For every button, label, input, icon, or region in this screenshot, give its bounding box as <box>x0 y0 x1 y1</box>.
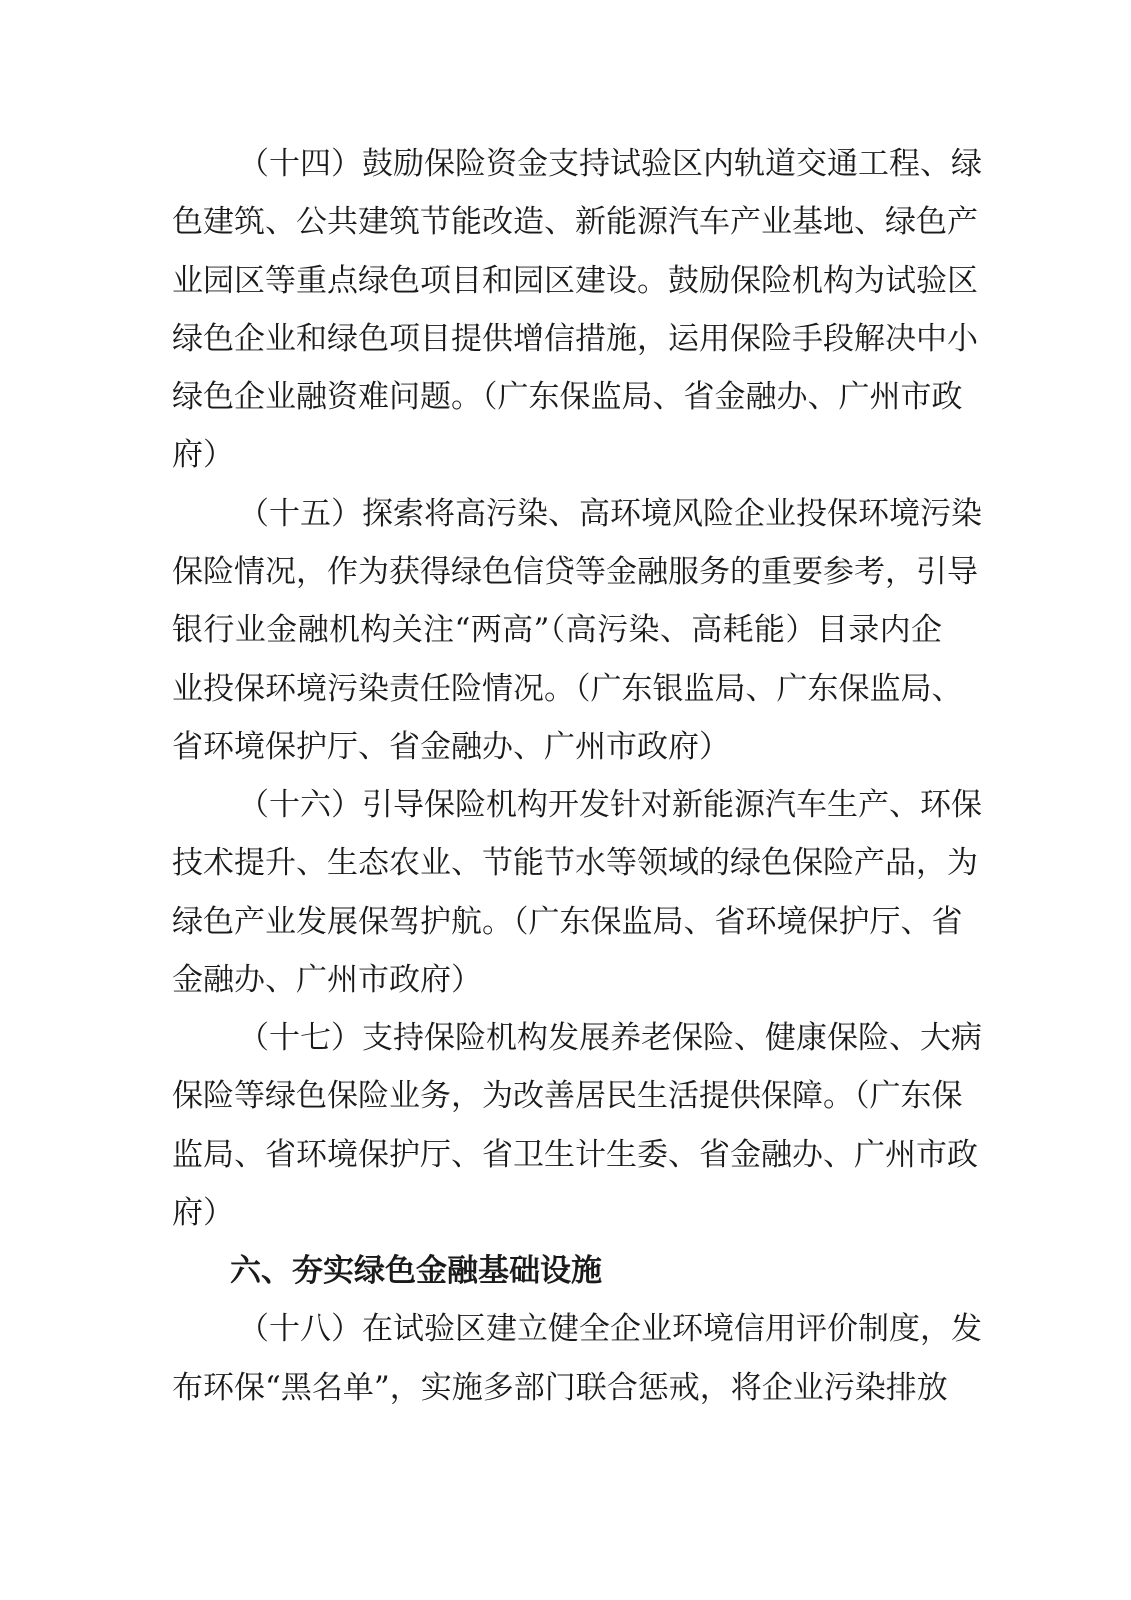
paragraph-15-line-2: 保险情况，作为获得绿色信贷等金融服务的重要参考，引导 <box>172 554 978 590</box>
paragraph-14-line-4: 绿色企业和绿色项目提供增信措施，运用保险手段解决中小 <box>172 321 978 357</box>
paragraph-17-line-3: 监局、省环境保护厅、省卫生计生委、省金融办、广州市政 <box>172 1137 978 1173</box>
paragraph-18-line-2: 布环保“黑名单”，实施多部门联合惩戒，将企业污染排放 <box>172 1370 948 1406</box>
paragraph-14-line-6: 府） <box>172 437 234 473</box>
paragraph-15-line-3: 银行业金融机构关注“两高”（高污染、高耗能）目录内企 <box>172 612 942 648</box>
paragraph-15-line-5: 省环境保护厅、省金融办、广州市政府） <box>172 729 730 765</box>
paragraph-16-line-2: 技术提升、生态农业、节能节水等领域的绿色保险产品，为 <box>172 845 978 881</box>
paragraph-16-line-4: 金融办、广州市政府） <box>172 962 482 998</box>
paragraph-15-line-1: （十五）探索将高污染、高环境风险企业投保环境污染 <box>238 496 982 532</box>
section-heading: 六、夯实绿色金融基础设施 <box>230 1253 602 1289</box>
paragraph-14-line-3: 业园区等重点绿色项目和园区建设。鼓励保险机构为试验区 <box>172 263 978 299</box>
paragraph-17-line-1: （十七）支持保险机构发展养老保险、健康保险、大病 <box>238 1020 982 1056</box>
paragraph-17-line-2: 保险等绿色保险业务，为改善居民生活提供保障。（广东保 <box>172 1078 963 1114</box>
paragraph-18-line-1: （十八）在试验区建立健全企业环境信用评价制度，发 <box>238 1311 982 1347</box>
paragraph-14-line-1: （十四）鼓励保险资金支持试验区内轨道交通工程、绿 <box>238 146 982 182</box>
paragraph-14-line-2: 色建筑、公共建筑节能改造、新能源汽车产业基地、绿色产 <box>172 204 978 240</box>
paragraph-16-line-1: （十六）引导保险机构开发针对新能源汽车生产、环保 <box>238 787 982 823</box>
paragraph-15-line-4: 业投保环境污染责任险情况。（广东银监局、广东保监局、 <box>172 671 963 707</box>
paragraph-16-line-3: 绿色产业发展保驾护航。（广东保监局、省环境保护厅、省 <box>172 904 963 940</box>
paragraph-17-line-4: 府） <box>172 1195 234 1231</box>
paragraph-14-line-5: 绿色企业融资难问题。（广东保监局、省金融办、广州市政 <box>172 379 963 415</box>
